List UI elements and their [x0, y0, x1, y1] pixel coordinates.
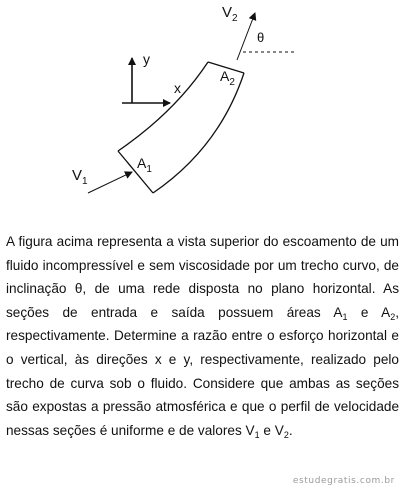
velocity-v1: $V_1$	[245, 422, 260, 440]
label-x-axis: x	[174, 80, 181, 96]
label-v2: $V_2$	[222, 4, 238, 24]
area-a2: $A_2$	[381, 304, 396, 322]
velocity-v2: $V_2$	[274, 422, 289, 440]
v2-arrow	[237, 13, 255, 60]
label-y-axis: y	[143, 51, 150, 67]
pipe-inner-wall	[153, 73, 244, 193]
label-v1: $V_1$	[72, 167, 88, 187]
problem-text-part-1: A figura acima representa a vista superior do escoamento de um fluido incompressível e sem viscosidade por um trecho curvo, de inclinação θ, de uma rede disposta no plano horizontal. As seções de entrada e saída possuem áreas	[6, 234, 399, 320]
v1-arrow	[88, 172, 132, 193]
label-a2: $A_2$	[220, 68, 235, 88]
problem-statement: A figura acima representa a vista superior do escoamento de um fluido incompressível e sem viscosidade por um trecho curvo, de inclinação θ, de uma rede disposta no plano horizontal. As seções de entrada e saída possuem áreas $A_1$ e $A_2$, respectivamente. Determine a razão entre o esforço horizontal e o vertical, às direções x e y, respectivamente, realizado pelo trecho de curva sob o fluido. Considere que ambas as seções são expostas a pressão atmosférica e que o perfil de velocidade nessas seções é uniforme e de valores $V_1$ e $V_2$.	[6, 234, 399, 440]
area-a1: $A_1$	[333, 304, 348, 322]
problem-text-part-2: , respectivamente. Determine a razão entre o esforço horizontal e o vertical, às direções x e y, respectivamente, realizado pelo trecho de curva sob o fluido. Considere que ambas as seções são expostas a pressão atmosférica e que o perfil de velocidade nessas seções é uniforme e de valores	[6, 304, 399, 438]
label-a1: $A_1$	[137, 155, 152, 175]
label-theta: θ	[257, 30, 265, 45]
site-watermark: estudegratis.com.br	[292, 476, 395, 486]
pipe-bend-diagram	[0, 0, 403, 232]
